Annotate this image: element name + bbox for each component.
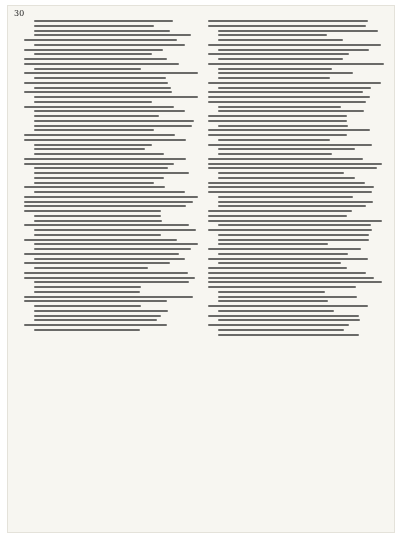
entry-line [24,277,195,279]
entry-line [34,68,141,70]
entry-line [218,177,355,179]
entry-line [208,144,372,146]
entry-line [208,286,356,288]
entry-line [34,44,185,46]
entry-line [34,20,173,22]
entry-line [208,115,347,117]
entry-line [218,239,369,241]
entries-column-right [208,20,386,526]
entry-line [218,106,341,108]
entry-line [208,258,368,260]
entry-line [34,220,162,222]
entry-line [208,215,347,217]
entry-line [218,148,355,150]
entry-line [34,30,170,32]
entry-line [208,63,384,65]
entry-line [208,267,347,269]
entry-line [208,96,370,98]
entry-line [218,224,371,226]
entry-line [218,319,360,321]
entry-line [218,234,369,236]
entry-line [24,63,179,65]
entry-line [34,153,164,155]
entry-line [218,300,328,302]
entry-line [34,243,198,245]
entry-line [24,49,163,51]
entry-line [34,144,152,146]
entry-line [34,172,189,174]
entry-line [218,172,344,174]
entry-line [24,139,186,141]
entry-line [34,248,191,250]
entry-line [24,324,167,326]
entry-line [24,201,193,203]
entry-line [208,20,368,22]
entry-line [208,324,349,326]
entry-line [24,224,189,226]
entry-line [34,267,148,269]
entry-line [24,163,174,165]
entry-line [208,167,377,169]
entry-line [208,134,347,136]
entry-line [34,329,140,331]
entry-line [218,262,341,264]
entry-line [34,234,161,236]
entry-line [218,139,330,141]
entry-line [24,58,167,60]
entry-line [218,72,353,74]
entries-column-left [24,20,200,526]
entry-line [34,115,159,117]
entry-line [218,125,348,127]
entry-line [208,101,366,103]
entry-line [218,68,332,70]
entry-line [34,96,198,98]
entry-line [34,177,164,179]
entry-line [34,310,168,312]
entry-line [34,258,185,260]
entry-line [24,296,193,298]
entry-line [24,134,175,136]
entry-line [24,72,198,74]
entry-line [34,281,189,283]
entry-line [218,34,327,36]
entry-line [218,87,371,89]
entry-line [208,129,370,131]
entry-line [24,196,198,198]
entry-line [34,125,192,127]
entry-line [24,210,161,212]
entry-line [208,229,372,231]
entry-line [208,305,368,307]
entry-line [208,248,361,250]
entry-line [218,253,348,255]
entry-line [218,310,334,312]
entry-line [24,272,188,274]
entry-line [34,129,154,131]
entry-line [208,91,363,93]
entry-line [24,300,167,302]
entry-line [208,210,352,212]
entry-line [208,186,374,188]
entry-line [208,44,381,46]
entry-line [208,281,382,283]
entry-line [208,82,381,84]
entry-line [208,315,359,317]
entry-line [218,110,364,112]
entry-line [34,315,161,317]
entry-line [24,91,172,93]
entry-line [34,120,194,122]
entry-line [34,191,185,193]
entry-line [24,186,165,188]
entry-line [34,291,140,293]
entry-line [208,277,374,279]
entry-line [208,120,347,122]
entry-line [34,34,191,36]
entry-line [218,58,343,60]
page-number: 30 [14,9,25,18]
entry-line [24,262,170,264]
entry-line [208,191,372,193]
entry-line [34,148,145,150]
entry-line [24,158,186,160]
entry-line [218,49,369,51]
entry-line [34,110,185,112]
entry-line [218,196,353,198]
entry-line [208,220,382,222]
entry-line [24,82,168,84]
register-page [8,6,394,532]
entry-line [34,167,168,169]
entry-line [218,30,378,32]
entry-line [34,87,171,89]
entry-line [208,53,349,55]
entry-line [218,77,330,79]
entry-line [24,239,177,241]
entry-line [208,163,382,165]
entry-line [208,25,366,27]
entry-line [218,291,325,293]
entry-line [34,25,154,27]
entry-line [218,153,332,155]
entry-line [218,205,366,207]
entry-line [34,229,196,231]
entry-line [208,182,365,184]
entry-line [24,253,179,255]
entry-line [34,101,152,103]
entry-line [34,305,141,307]
entry-line [208,158,363,160]
entry-line [24,205,186,207]
entry-line [218,243,328,245]
entry-line [218,39,343,41]
entry-line [34,286,141,288]
entry-line [34,215,161,217]
entry-line [24,106,174,108]
entry-line [34,53,152,55]
entry-line [24,39,177,41]
entry-line [218,201,373,203]
entry-line [34,77,166,79]
entry-line [34,182,154,184]
entry-line [218,334,359,336]
entry-line [218,296,357,298]
entry-line [208,272,366,274]
entry-line [34,319,157,321]
entry-line [218,329,344,331]
